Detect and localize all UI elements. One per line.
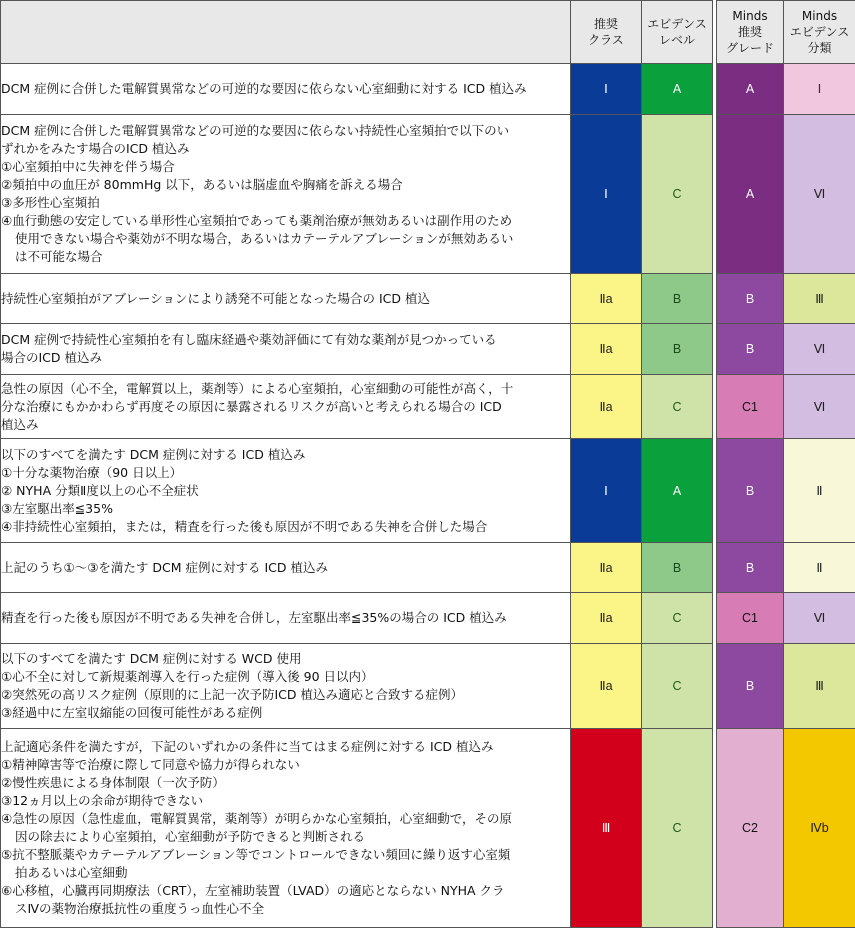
header-text: Minds <box>732 9 768 23</box>
continuation-line: 拍あるいは心室細動 <box>15 865 128 880</box>
recommendation-class-cell: Ⅱa <box>571 593 642 644</box>
header-recommendation-class <box>571 1 642 64</box>
text-line: ② NYHA 分類Ⅱ度以上の心不全症状 <box>1 482 199 498</box>
text-line: ②頻拍中の血圧が 80mmHg 以下，あるいは脳虚血や胸痛を訴える場合 <box>1 177 403 192</box>
header-evidence-level <box>642 1 713 64</box>
text-line: DCM 症例に合併した電解質異常などの可逆的な要因に依らない持続性心室頻拍で以下のい <box>1 123 510 138</box>
continuation-line: 使用できない場合や薬効が不明な場合，あるいはカテーテルアブレーションが無効あるい <box>15 231 514 246</box>
evidence-level-cell: C <box>642 375 713 439</box>
header-text: エビデンス <box>647 17 707 31</box>
minds-grade-cell: B <box>717 324 784 375</box>
evidence-level-cell: B <box>642 543 713 593</box>
table-row <box>1 324 855 375</box>
recommendation-text <box>1 729 571 928</box>
text-line: 上記のうち①～③を満たす DCM 症例に対する ICD 植込み <box>1 559 328 575</box>
text-line: ①精神障害等で治療に際して同意や協力が得られない <box>1 757 300 772</box>
header-minds-evidence <box>784 1 855 64</box>
recommendation-text <box>1 274 571 324</box>
text-line: 分な治療にもかかわらず再度その原因に暴露されるリスクが高いと考えられる場合の ICD <box>1 398 502 414</box>
header-minds-grade <box>717 1 784 64</box>
minds-evidence-cell: Ⅵ <box>784 324 855 375</box>
text-line: ①十分な薬物治療（90 日以上） <box>1 464 183 480</box>
minds-grade-cell: A <box>717 115 784 274</box>
text-line: 以下のすべてを満たす DCM 症例に対する ICD 植込み <box>1 446 306 462</box>
recommendation-text <box>1 375 571 439</box>
text-line: ⑥心移植，心臓再同期療法（CRT），左室補助装置（LVAD）の適応とならない NYHA クラ <box>1 883 505 898</box>
text-line: ②慢性疾患による身体制限（一次予防） <box>1 775 225 790</box>
table-row <box>1 274 855 324</box>
minds-grade-cell: B <box>717 439 784 543</box>
table-row <box>1 644 855 729</box>
minds-evidence-cell: Ⅳb <box>784 729 855 928</box>
recommendation-class-cell: Ⅰ <box>571 64 642 115</box>
recommendation-text <box>1 543 571 593</box>
minds-evidence-cell: Ⅲ <box>784 274 855 324</box>
recommendation-text <box>1 593 571 644</box>
recommendation-text <box>1 115 571 274</box>
table-header-row <box>1 1 855 64</box>
header-text: グレード <box>725 41 774 55</box>
minds-evidence-cell: Ⅱ <box>784 439 855 543</box>
recommendation-text <box>1 324 571 375</box>
text-line: ③多形性心室頻拍 <box>1 195 100 210</box>
text-line: ④非持続性心室頻拍，または，精査を行った後も原因が不明である失神を合併した場合 <box>1 518 488 534</box>
text-line: 以下のすべてを満たす DCM 症例に対する WCD 使用 <box>1 651 302 666</box>
recommendation-text <box>1 644 571 729</box>
recommendation-class-cell: Ⅰ <box>571 115 642 274</box>
recommendation-class-cell: Ⅱa <box>571 324 642 375</box>
minds-grade-cell: B <box>717 274 784 324</box>
continuation-line: は不可能な場合 <box>15 249 103 264</box>
evidence-level-cell: C <box>642 593 713 644</box>
recommendation-text <box>1 64 571 115</box>
text-line: 持続性心室頻拍がアブレーションにより誘発不可能となった場合の ICD 植込 <box>1 290 430 306</box>
text-line: ①心不全に対して新規薬剤導入を行った症例（導入後 90 日以内） <box>1 669 374 684</box>
text-line: 上記適応条件を満たすが，下記のいずれかの条件に当てはまる症例に対する ICD 植込み <box>1 739 494 754</box>
header-blank-cell <box>1 1 571 64</box>
text-line: ④血行動態の安定している単形性心室頻拍であっても薬剤治療が無効あるいは副作用のため <box>1 213 513 228</box>
minds-grade-cell: C1 <box>717 375 784 439</box>
text-line: 場合のICD 植込み <box>1 350 103 365</box>
continuation-line: スⅣの薬物治療抵抗性の重度うっ血性心不全 <box>15 901 265 916</box>
text-line: ③左室駆出率≦35% <box>1 500 113 516</box>
header-text: エビデンス <box>789 25 850 39</box>
continuation-line: 因の除去により心室頻拍，心室細動が予防できると判断される <box>15 829 366 844</box>
text-line: ①心室頻拍中に失神を伴う場合 <box>1 159 175 174</box>
text-line: 精査を行った後も原因が不明である失神を合併し，左室駆出率≦35%の場合の ICD 植込み <box>1 610 507 625</box>
recommendation-class-cell: Ⅱa <box>571 375 642 439</box>
table-row <box>1 543 855 593</box>
minds-grade-cell: C2 <box>717 729 784 928</box>
table-row <box>1 115 855 274</box>
text-line: DCM 症例に合併した電解質異常などの可逆的な要因に依らない心室細動に対する ICD 植込み <box>1 81 527 96</box>
text-line: ③12ヵ月以上の余命が期待できない <box>1 793 204 808</box>
table-row <box>1 375 855 439</box>
minds-grade-cell: A <box>717 64 784 115</box>
text-line: 急性の原因（心不全，電解質以上，薬剤等）による心室頻拍，心室細動の可能性が高く，十 <box>1 380 514 396</box>
table-row <box>1 593 855 644</box>
text-line: ②突然死の高リスク症例（原則的に上記一次予防ICD 植込み適応と合致する症例） <box>1 687 463 702</box>
minds-evidence-cell: Ⅵ <box>784 115 855 274</box>
recommendation-class-cell: Ⅲ <box>571 729 642 928</box>
minds-evidence-cell: Ⅵ <box>784 593 855 644</box>
evidence-level-cell: C <box>642 115 713 274</box>
text-line: 植込み <box>1 416 39 432</box>
text-line: ⑤抗不整脈薬やカテーテルアブレーション等でコントロールできない頻回に繰り返す心室頻 <box>1 847 511 862</box>
evidence-level-cell: C <box>642 644 713 729</box>
text-line: ずれかをみたす場合のICD 植込み <box>1 141 190 156</box>
minds-grade-cell: C1 <box>717 593 784 644</box>
recommendation-class-cell: Ⅱa <box>571 274 642 324</box>
recommendation-class-cell: Ⅱa <box>571 543 642 593</box>
evidence-level-cell: C <box>642 729 713 928</box>
minds-evidence-cell: Ⅲ <box>784 644 855 729</box>
header-text: 分類 <box>807 41 832 55</box>
recommendation-text <box>1 439 571 543</box>
evidence-level-cell: B <box>642 324 713 375</box>
minds-grade-cell: B <box>717 543 784 593</box>
text-line: DCM 症例で持続性心室頻拍を有し臨床経過や薬効評価にて有効な薬剤が見つかっている <box>1 332 497 347</box>
recommendation-class-cell: Ⅰ <box>571 439 642 543</box>
header-text: クラス <box>588 33 624 47</box>
minds-grade-cell: B <box>717 644 784 729</box>
table-row <box>1 729 855 928</box>
text-line: ④急性の原因（急性虚血，電解質異常，薬剤等）が明らかな心室頻拍，心室細動で，その原 <box>1 811 512 826</box>
minds-evidence-cell: Ⅰ <box>784 64 855 115</box>
minds-evidence-cell: Ⅱ <box>784 543 855 593</box>
header-text: 推奨 <box>593 17 618 31</box>
evidence-level-cell: B <box>642 274 713 324</box>
header-text: レベル <box>658 33 695 47</box>
minds-evidence-cell: Ⅵ <box>784 375 855 439</box>
recommendation-class-cell: Ⅱa <box>571 644 642 729</box>
table-row <box>1 64 855 115</box>
text-line: ③経過中に左室収縮能の回復可能性がある症例 <box>1 705 263 720</box>
table-row <box>1 439 855 543</box>
header-text: Minds <box>801 9 838 23</box>
evidence-level-cell: A <box>642 439 713 543</box>
header-text: 推奨 <box>737 25 762 39</box>
evidence-level-cell: A <box>642 64 713 115</box>
